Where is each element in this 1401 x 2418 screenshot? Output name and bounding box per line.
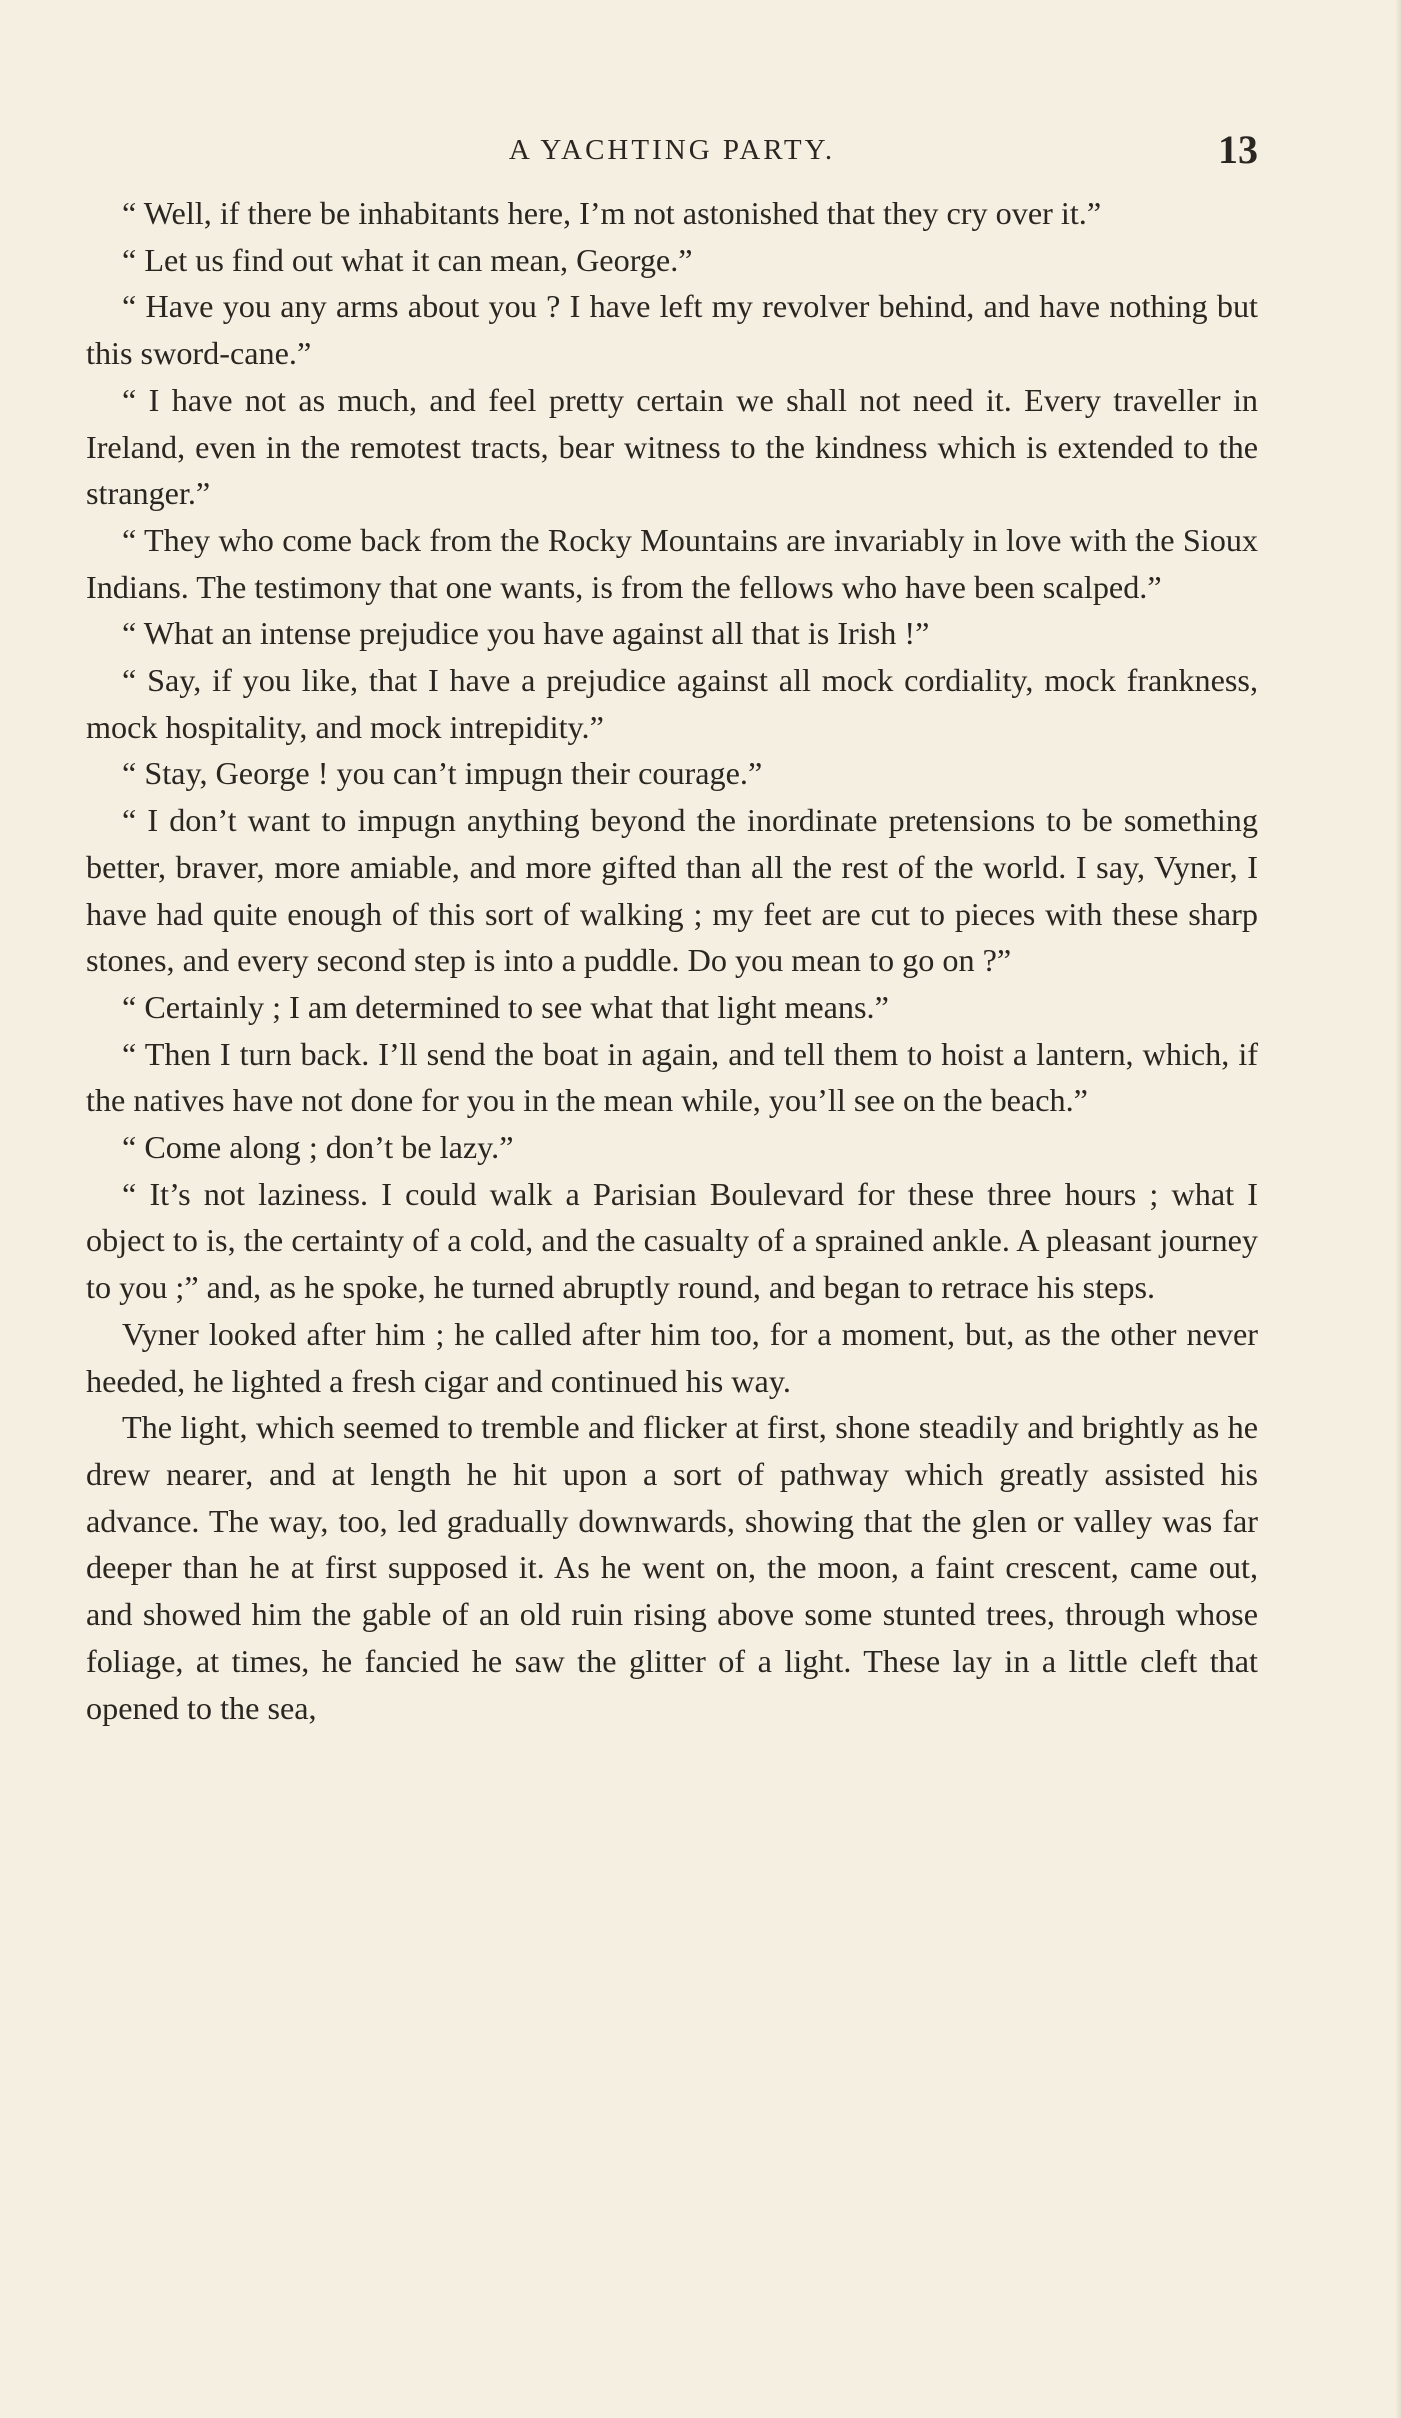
paragraph: “ Stay, George ! you can’t impugn their courage.”	[122, 755, 763, 792]
paragraph: “ I have not as much, and feel pretty certain we shall not need it. Every traveller in Ireland, even in the remotest tracts, bear witness to the kindness which is extended to the stranger.”	[86, 381, 1258, 512]
page-edge-shadow	[1395, 0, 1401, 2418]
paragraph: “ Then I turn back. I’ll send the boat in again, and tell them to hoist a lantern, which, if the natives have not done for you in the mean while, you’ll see on the beach.”	[86, 1035, 1258, 1119]
paragraph: The light, which seemed to tremble and flicker at first, shone steadily and brightly as he drew nearer, and at length he hit upon a sort of pathway which greatly assisted his advance. The way, too, led gradually downwards, showing that the glen or valley was far deeper than he at first supposed it. As he went on, the moon, a faint crescent, came out, and showed him the gable of an old ruin rising above some stunted trees, through whose foliage, at times, he fancied he saw the glitter of a light. These lay in a little cleft that opened to the sea,	[86, 1409, 1258, 1726]
paragraph: “ What an intense prejudice you have against all that is Irish !”	[122, 615, 930, 652]
paragraph: “ Certainly ; I am determined to see what that light means.”	[122, 988, 889, 1025]
paragraph: Vyner looked after him ; he called after him too, for a moment, but, as the other never heeded, he lighted a fresh cigar and continued his way.	[86, 1315, 1258, 1399]
paragraph: “ They who come back from the Rocky Mountains are invariably in love with the Sioux Indians. The testimony that one wants, is from the fellows who have been scalped.”	[86, 521, 1258, 605]
paragraph: “ Have you any arms about you ? I have left my revolver behind, and have nothing but this sword-cane.”	[86, 288, 1258, 372]
paragraph: “ Say, if you like, that I have a prejudice against all mock cordiality, mock frankness, mock hospitality, and mock intrepidity.”	[86, 662, 1258, 745]
paragraph: “ It’s not laziness. I could walk a Parisian Boulevard for these three hours ; what I object to is, the certainty of a cold, and the casualty of a sprained ankle. A pleasant journey to you ;” and, as he spoke, he turned abruptly round, and began to retrace his steps.	[86, 1175, 1258, 1306]
page-number: 13	[1218, 127, 1258, 172]
running-title: A YACHTING PARTY.	[508, 134, 836, 166]
paragraph: “ I don’t want to impugn anything beyond the inordinate pretensions to be something better, braver, more amiable, and more gifted than all the rest of the world. I say, Vyner, I have had quite enough of this sort of walking ; my feet are cut to pieces with these sharp stones, and every second step is into a puddle. Do you mean to go on ?”	[86, 802, 1258, 979]
paragraph: “ Well, if there be inhabitants here, I’m not astonished that they cry over it.”	[122, 195, 1102, 231]
paragraph: “ Let us find out what it can mean, George.”	[122, 241, 693, 278]
page-header	[86, 128, 1258, 178]
body-text	[86, 190, 1258, 1731]
paragraph: “ Come along ; don’t be lazy.”	[122, 1129, 514, 1166]
